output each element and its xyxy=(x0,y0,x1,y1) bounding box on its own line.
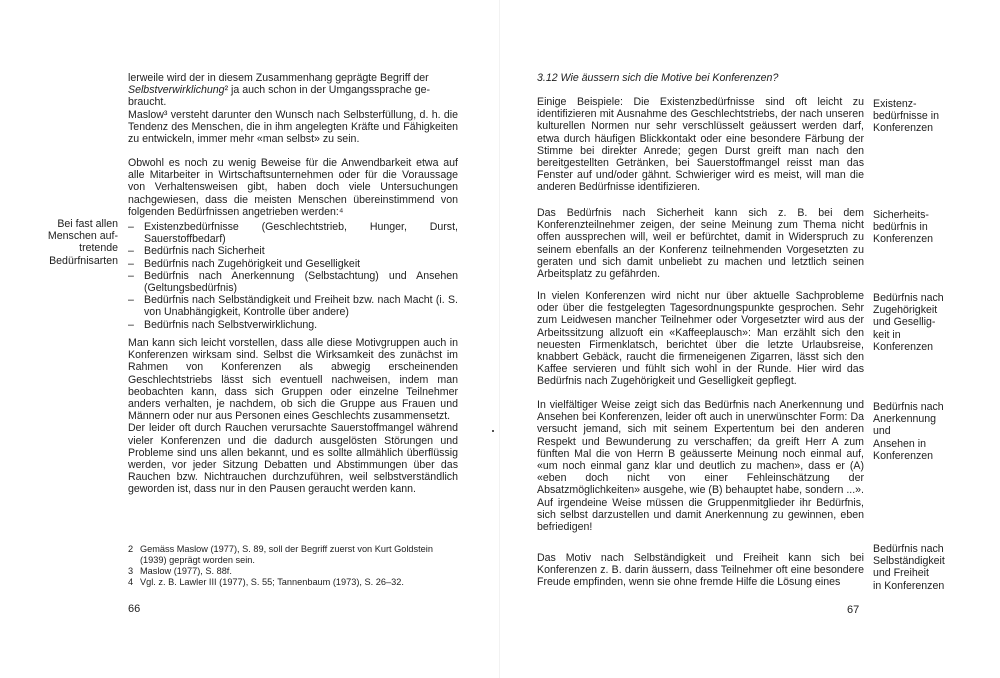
maslow-paragraph: Maslow³ versteht darunter den Wunsch nach Selbsterfüllung, d. h. die Tendenz des Menschen, die in ihm angelegten Kräfte und Fähigkeiten zu entwickeln, immer mehr «man selbst» zu sein. xyxy=(128,108,458,146)
margin-note-line: Bedürfnis nach xyxy=(873,401,944,413)
margin-note-line: Menschen auf- xyxy=(47,230,118,243)
margin-note-line: Konferenzen xyxy=(873,449,934,462)
needs-list-item: – Existenzbedürfnisse (Geschlechtstrieb, Hunger, Durst, Sauerstoffbedarf) xyxy=(128,221,458,245)
p1-line1: lerweile wird der in diesem Zusammenhang geprägte Begriff der xyxy=(128,72,429,84)
footnote-number: 2 xyxy=(128,544,134,554)
margin-note-line: Ansehen in xyxy=(873,437,927,450)
motivgruppen-paragraph: Man kann sich leicht vorstellen, dass alle diese Motivgruppen auch in Konferenzen wirksam sind. Selbst die Wirksamkeit des zunächst im Rahmen von Konferenzen als abwegig erscheinenden Geschlechtstriebs lässt sich eventuell nachweisen, indem man beobachten kann, dass sich Gruppen oder einzelne Teilnehmer anders verhalten, je nachdem, ob sich die Gruppe aus Frauen und Männern oder nur aus Personen eines Geschlechts zusammensetzt. xyxy=(128,337,458,423)
speck xyxy=(492,430,494,432)
margin-note-line: Anerkennung xyxy=(873,413,937,426)
margin-note-existenz xyxy=(873,98,955,135)
needs-list xyxy=(128,221,458,331)
footnote-number: 3 xyxy=(128,566,134,576)
needs-list-item: – Bedürfnis nach Selbständigkeit und Freiheit bzw. nach Macht (i. S. von Unabhängigkeit, Kontrolle über andere) xyxy=(128,294,458,318)
needs-list-item: – Bedürfnis nach Selbstverwirklichung. xyxy=(128,319,458,331)
margin-note-selbstaendigkeit xyxy=(873,543,955,592)
margin-note-line: Konferenzen xyxy=(873,122,934,135)
page-number-right: 67 xyxy=(847,604,860,616)
needs-list-item: – Bedürfnis nach Sicherheit xyxy=(128,245,458,257)
margin-note-line: Zugehörigkeit xyxy=(873,304,938,317)
page-number-left: 66 xyxy=(128,603,141,615)
margin-note-zugehoerigkeit xyxy=(873,292,955,353)
margin-note-line: Selbständigkeit xyxy=(873,555,945,568)
margin-note-line: Sicherheits- xyxy=(873,209,929,221)
margin-note-line: und Gesellig- xyxy=(873,316,936,329)
margin-note-needs xyxy=(28,218,118,267)
margin-note-line: und Freiheit xyxy=(873,567,929,580)
section-anerkennung-text: In vielfältiger Weise zeigt sich das Bedürfnis nach Anerkennung und Ansehen bei Konferenzen, leider oft auch in unerwünschter Form: Da versucht jemand, sich mit seinem Expertentum bei den anderen Respekt und Bewunderung zu verschaffen; da greift Herr A zum fünften Mal die von Herrn B geäusserte Meinung noch einmal auf, «um noch einmal ganz klar und deutlich zu machen», dass er (A) «eben doch nicht von einer Fehleinschätzung der Absatzmöglichkeiten» ausgehe, wie (B) behauptet habe, sondern ...». Auf irgendeine Weise müssen die Gruppenmitglieder ihr Bedürfnis, sich selbst darzustellen und damit Anerkennung zu gewinnen, eben befriedigen! xyxy=(537,399,864,534)
margin-note-line: Existenz- xyxy=(873,98,917,110)
needs-list-item: – Bedürfnis nach Anerkennung (Selbstachtung) und Ansehen (Geltungsbedürfnis) xyxy=(128,270,458,294)
section-heading: 3.12 Wie äussern sich die Motive bei Konferenzen? xyxy=(537,72,779,84)
margin-note-anerkennung xyxy=(873,401,955,462)
right-page xyxy=(500,0,1000,678)
footnote-text: Gemäss Maslow (1977), S. 89, soll der Begriff zuerst von Kurt Goldstein (1939) geprägt worden sein. xyxy=(140,544,433,565)
margin-note-line: bedürfnisse in xyxy=(873,110,939,123)
needs-list-item: – Bedürfnis nach Zugehörigkeit und Geselligkeit xyxy=(128,258,458,270)
margin-note-line: Konferenzen xyxy=(873,233,934,246)
margin-note-line: und xyxy=(873,425,891,438)
margin-note-line: Konferenzen xyxy=(873,340,934,353)
section-zugehoerigkeit-text: In vielen Konferenzen wird nicht nur über aktuelle Sachprobleme oder über die festgelegten Tagesordnungspunkte gesprochen. Sehr zum Leidwesen mancher Teilnehmer oder Vorgesetzter wird aus der Arbeitssitzung allzuoft ein «Kaffeeplausch»: Man erzählt sich den neuesten Firmenklatsch, berichtet über die letzte Urlaubsreise, knabbert Gebäck, raucht die firmeneigenen Zigarren, lässt sich den Kaffee servieren und fühlt sich wohl in der Runde. Hier wird das Bedürfnis nach Zugehörigkeit und Geselligkeit gepflegt. xyxy=(537,290,864,388)
footnote xyxy=(128,566,458,577)
left-paragraph-2: Obwohl es noch zu wenig Beweise für die Anwendbarkeit etwa auf alle Mitarbeiter in Wirtschaftsunternehmen oder für die Voraussage von Verhaltensweisen gibt, haben doch viele Untersuchungen nachgewiesen, dass die meisten Menschen übereinstimmend von folgenden Bedürfnissen angetrieben werden:⁴ xyxy=(128,157,458,218)
margin-note-line: keit in xyxy=(873,328,901,341)
margin-note-sicherheit xyxy=(873,209,955,246)
margin-note-line: Bei fast allen xyxy=(57,218,118,230)
margin-note-line: Bedürfnis nach xyxy=(873,543,944,555)
p1-line2 xyxy=(128,84,458,96)
p1-line3: braucht. xyxy=(128,96,167,109)
section-existenz-text: Einige Beispiele: Die Existenzbedürfnisse sind oft leicht zu identifizieren mit Ausnahme des Geschlechtstriebs, der nach unseren kulturellen Normen nur sehr verschlüsselt geäussert werden darf, etwa durch häufigen Blickkontakt oder eine besondere Färbung der Stimme bei direkter Anrede; gegen Durst greift man nach den bereitgestellten Getränken, bei Sauerstoffmangel reisst man das Fenster auf und/oder gähnt. Schwieriger wird es meist, will man die anderen Bedürfnisse identifizieren. xyxy=(537,96,864,194)
term-selbstverwirklichung: Selbstverwirklichung xyxy=(128,84,225,97)
margin-note-line: bedürfnis in xyxy=(873,221,928,234)
footnotes xyxy=(128,544,458,588)
margin-note-line: Bedürfnisarten xyxy=(49,254,118,267)
p1-line2-rest: ² ja auch schon in der Umgangssprache ge- xyxy=(224,84,431,97)
footnote xyxy=(128,577,458,588)
section-selbstaendigkeit-text: Das Motiv nach Selbständigkeit und Freiheit kann sich bei Konferenzen z. B. darin äussern, dass Teilnehmer oft eine besondere Freude empfinden, wenn sie ohne fremde Hilfe die Lösung eines xyxy=(537,552,864,589)
sauerstoff-paragraph: Der leider oft durch Rauchen verursachte Sauerstoffmangel während vieler Konferenzen und die dadurch ausgelösten Störungen und Probleme sind uns allen bekannt, und es sollte allmählich überflüssig werden, vor jeder Sitzung Debatten und Abstimmungen über das Rauchen bzw. Nichtrauchen durchzuführen, weil selbstverständlich geworden ist, dass nur in den Pausen geraucht werden kann. xyxy=(128,422,458,496)
left-paragraph-3 xyxy=(128,337,458,496)
margin-note-line: Bedürfnis nach xyxy=(873,292,944,304)
footnote-text: Maslow (1977), S. 88f. xyxy=(140,566,232,576)
footnote-number: 4 xyxy=(128,577,134,587)
left-paragraph-1 xyxy=(128,72,458,145)
margin-note-line: in Konferenzen xyxy=(873,579,945,592)
footnote-text: Vgl. z. B. Lawler III (1977), S. 55; Tannenbaum (1973), S. 26–32. xyxy=(140,577,404,587)
section-sicherheit-text: Das Bedürfnis nach Sicherheit kann sich z. B. bei dem Konferenzteilnehmer zeigen, der seine Meinung zum Thema nicht offen aussprechen will, weil er befürchtet, damit in Widerspruch zu seinem ebenfalls an der Konferenz teilnehmenden Vorgesetzten zu geraten und sich damit unbeliebt zu machen und letztlich seinen Arbeitsplatz zu gefährden. xyxy=(537,207,864,281)
margin-note-line: tretende xyxy=(79,242,118,255)
footnote xyxy=(128,544,458,566)
